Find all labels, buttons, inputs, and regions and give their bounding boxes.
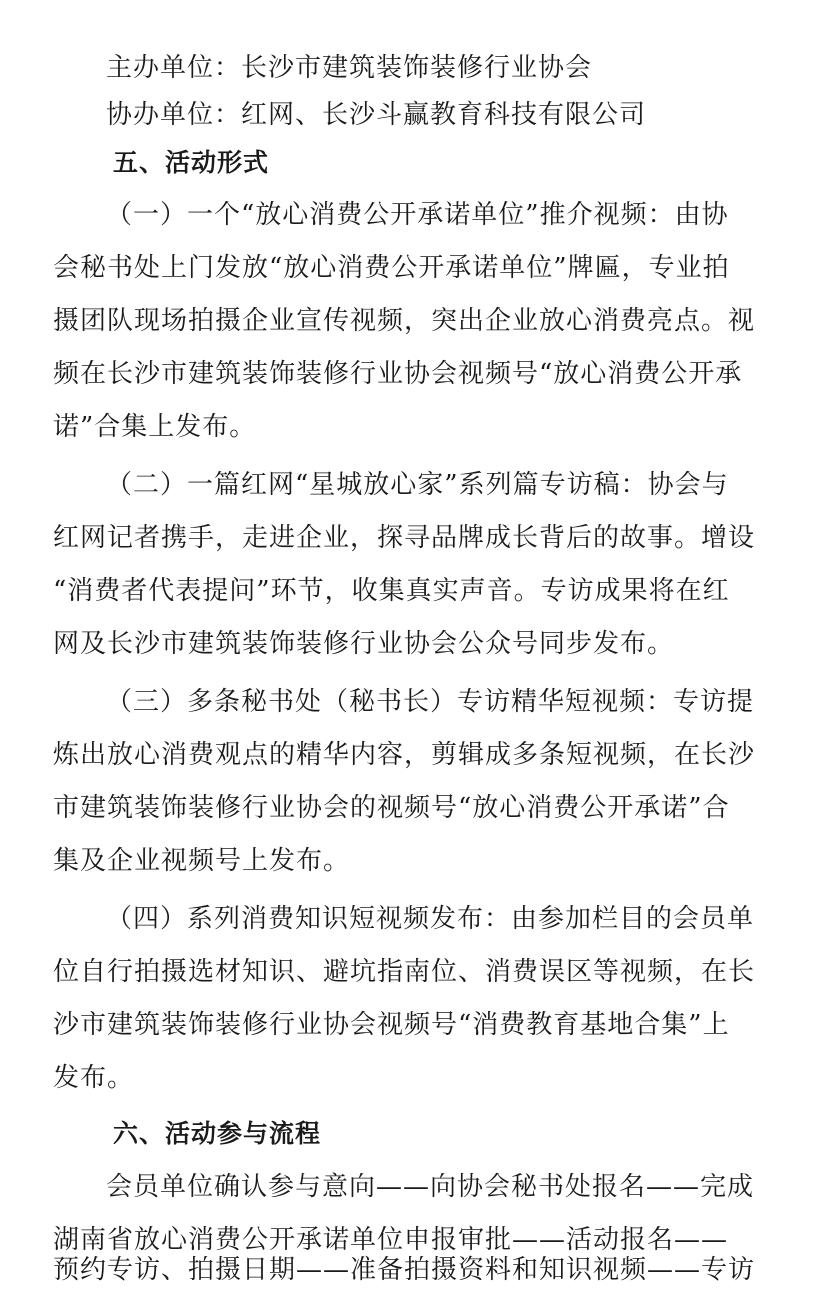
section-5-p1-line-2: 会秘书处上门发放“放心消费公开承诺单位”牌匾，专业拍 [53,253,730,283]
section-5-p2-line-2: 红网记者携手，走进企业，探寻品牌成长背后的故事。增设 [53,523,756,553]
section-5-p1-line-3: 摄团队现场拍摄企业宣传视频，突出企业放心消费亮点。视 [53,306,756,336]
section-5-heading: 五、活动形式 [113,148,270,177]
section-5-p2-line-4: 网及长沙市建筑装饰装修行业协会公众号同步发布。 [53,629,675,659]
section-5-p4-line-1: （四）系列消费知识短视频发布：由参加栏目的会员单 [106,904,755,934]
section-5-p3-line-3: 市建筑装饰装修行业协会的视频号“放心消费公开承诺”合 [53,793,730,823]
section-5-p1-line-4: 频在长沙市建筑装饰装修行业协会视频号“放心消费公开承 [53,359,743,389]
section-5-p2-line-3: “消费者代表提问”环节，收集真实声音。专访成果将在红 [53,576,730,606]
section-5-p2-line-1: （二）一篇红网“星城放心家”系列篇专访稿：协会与 [106,470,729,500]
section-6-p1-line-3: 预约专访、拍摄日期——准备拍摄资料和知识视频——专访 [53,1255,756,1285]
section-5-p3-line-2: 炼出放心消费观点的精华内容，剪辑成多条短视频，在长沙 [53,740,756,770]
section-5-p1-line-5: 诺”合集上发布。 [53,412,257,442]
organizer-line: 主办单位：长沙市建筑装饰装修行业协会 [106,53,593,83]
section-5-p4-line-3: 沙市建筑装饰装修行业协会视频号“消费教育基地合集”上 [53,1010,730,1040]
section-5-p3-line-4: 集及企业视频号上发布。 [53,846,351,876]
section-6-heading: 六、活动参与流程 [113,1119,322,1148]
section-5-p3-line-1: （三）多条秘书处（秘书长）专访精华短视频：专访提 [106,687,755,717]
section-5-p4-line-2: 位自行拍摄选材知识、避坑指南位、消费误区等视频，在长 [53,957,756,987]
section-5-p1-line-1: （一）一个“放心消费公开承诺单位”推介视频：由协 [106,200,729,230]
co-organizer-line: 协办单位：红网、长沙斗赢教育科技有限公司 [106,100,647,130]
section-6-p1-line-1: 会员单位确认参与意向——向协会秘书处报名——完成 [106,1172,755,1202]
section-5-p4-line-4: 发布。 [53,1063,135,1093]
section-6-p1-line-2: 湖南省放心消费公开承诺单位申报审批——活动报名—— [53,1225,729,1255]
